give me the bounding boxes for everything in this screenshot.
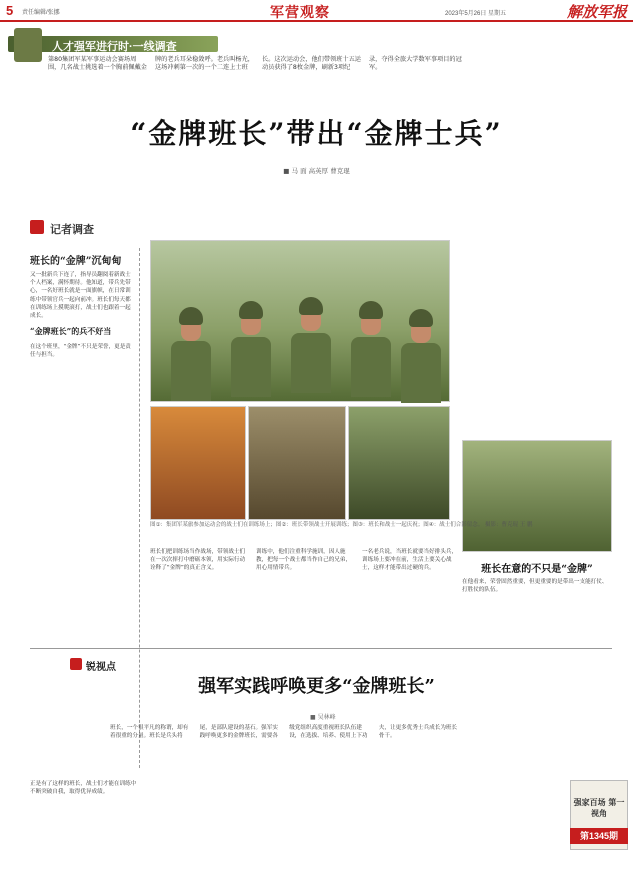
main-byline: ■ 马 面 高英厚 曹克琨: [283, 167, 350, 175]
body-text-4: 在他看来，荣誉固然重要，但更重要的是带出一支能打仗、打胜仗的队伍。: [462, 579, 608, 594]
page-number: 5: [6, 3, 14, 18]
soldier-avatar-icon: [14, 28, 42, 62]
body-text-3: 一名老兵说，当班长就要当好排头兵，训练场上要冲在前，生活上要关心战士，这样才能带出过硬的兵。: [362, 549, 458, 572]
left-heading: 班长的“金牌”沉甸甸: [30, 256, 122, 267]
reporter-kicker: [30, 220, 140, 234]
left-paragraph-2: 在这个班里，“金牌”不只是荣誉，更是责任与担当。: [30, 344, 131, 359]
issue-date: 2023年5月26日 星期五: [445, 11, 507, 17]
body-text-1: 班长们把训练场当作战场，带领战士们在一次次摔打中磨砺本领，用实际行动诠释了“金牌”的真正含义。: [150, 549, 246, 572]
soldier-figure: [351, 337, 391, 397]
newspaper-logo: 解放军报: [566, 3, 627, 21]
soldier-figure: [291, 333, 331, 393]
left-paragraph: 又一批新兵下连了，指导员翻阅着新战士个人档案，满怀期待。他知道，带兵先带心，一名好班长就是一面旗帜，在日常训练中带领官兵一起向前冲。班长们每天都在训练场上摸爬滚打，战士们也跟着一起成长。: [30, 272, 131, 320]
side-heading: 班长在意的不只是“金牌”: [481, 564, 593, 575]
soldier-figure: [171, 341, 211, 401]
issue-badge: 第1345期: [570, 828, 628, 844]
bottom-left-text: 正是有了这样的班长，战士们才能在训练中不断突破自我，取得优异成绩。: [30, 781, 137, 796]
soldier-figure: [231, 337, 271, 397]
editor-line: 责任编辑/张挪: [22, 10, 60, 16]
section-divider: [30, 648, 612, 649]
soldier-helmet: [359, 301, 383, 319]
soldier-helmet: [179, 307, 203, 325]
article-deck: 第80集团军某军事运动会赛场周围，几名战士挑选着一个胸前佩戴金牌的老兵耳朵稳敛呼。老兵叫杨光，这场冲刺第一次的一个二连上士班长。这次运动会，他们带领班十五运动员获得了8枚金牌，刷新3项纪录，夺得全旅大学数军事项目的冠军。: [48, 56, 462, 72]
left-subheading: “金牌班长”的兵不好当: [30, 326, 112, 337]
bottom-byline: ■ 吴林峰: [310, 714, 336, 721]
soldier-figure: [401, 343, 441, 403]
kicker-icon: [70, 658, 82, 670]
photo-2: [150, 406, 246, 520]
bottom-headline: 强军实践呼唤更多“金牌班长”: [198, 676, 435, 697]
main-headline: “金牌班长”带出“金牌士兵”: [130, 117, 503, 150]
bottom-article: 班长，一个很平凡的称谓，却有着很重的分量。班长是兵头将尾，是部队建设的基石。强军实践呼唤更多的金牌班长，需要各级党组织高度重视班长队伍建设，在选拔、培养、使用上下功夫，让更多优秀士兵成长为班长骨干。: [110, 725, 458, 740]
bottom-kicker-label: 锐视点: [86, 662, 116, 673]
body-text-2: 训练中，他们注重科学施训，因人施教，把每一个战士都当作自己的兄弟，用心用情带兵。: [256, 549, 352, 572]
kicker-label: 记者调查: [50, 224, 94, 236]
section-title: 军营观察: [270, 4, 330, 20]
photo-4: [348, 406, 450, 520]
photo-3: [248, 406, 346, 520]
masthead: [0, 0, 633, 22]
kicker-icon: [30, 220, 44, 234]
soldier-helmet: [239, 301, 263, 319]
side-photo: [462, 440, 612, 552]
soldier-helmet: [299, 297, 323, 315]
photo-caption: 图①：集团军某旅参加运动会的战士们在训练场上；图②：班长带领战士开展训练；图③：班长和战士一起庆祝；图④：战士们合影留念。 摄影：曹克琨 王 鹏: [150, 522, 533, 528]
banner-title: 人才强军进行时·一线调查: [52, 41, 177, 53]
soldier-helmet: [409, 309, 433, 327]
promo-text: 强家百场 第一视角: [573, 797, 625, 818]
main-photo: [150, 240, 450, 402]
